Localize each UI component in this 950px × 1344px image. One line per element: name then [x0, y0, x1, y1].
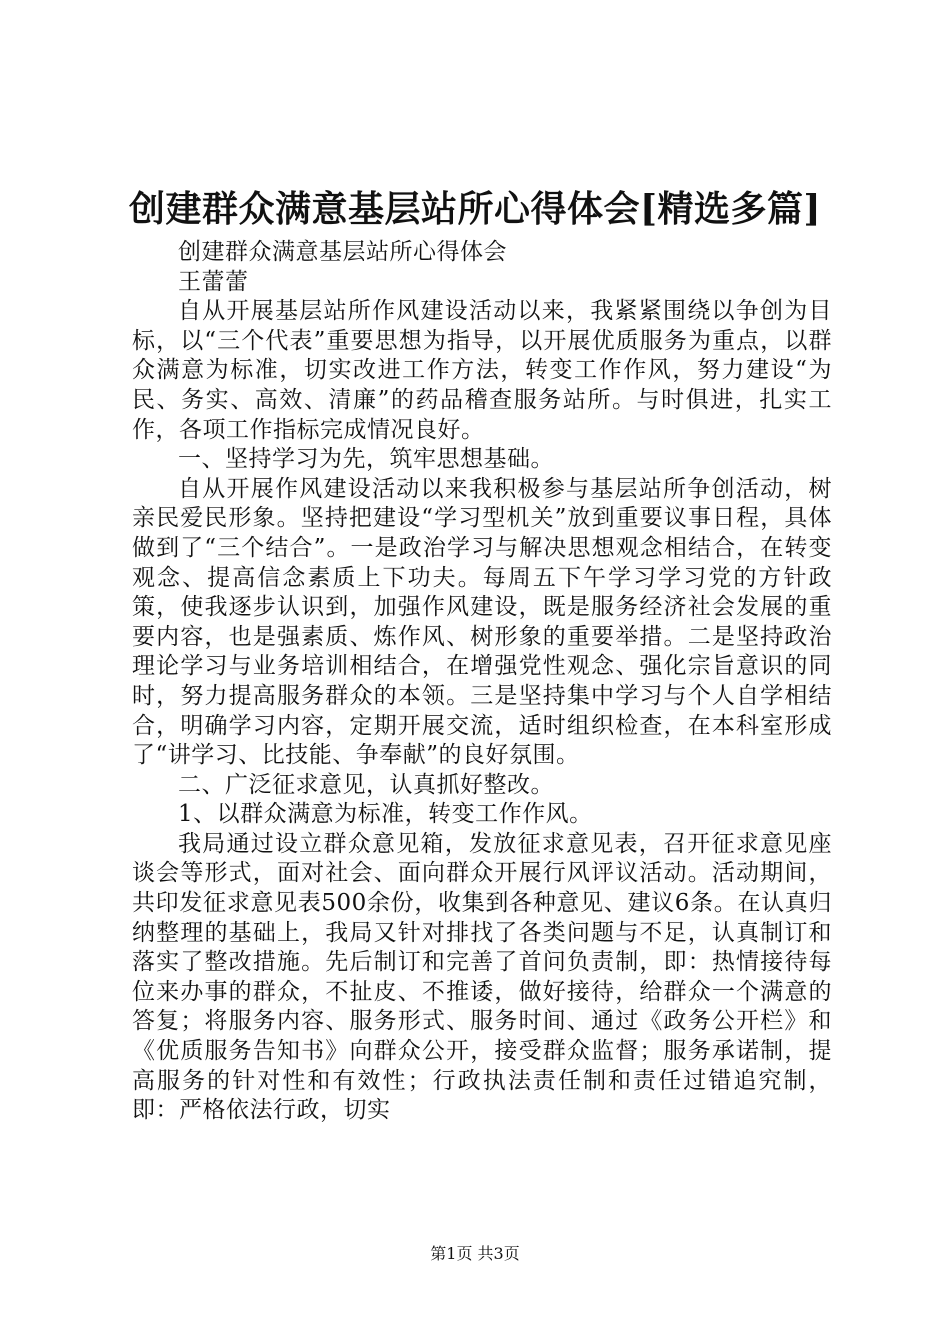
- section-heading: 二、广泛征求意见，认真抓好整改。: [178, 771, 554, 798]
- page-number-footer: 第1页 共3页: [430, 1244, 520, 1263]
- paragraph: 自从开展基层站所作风建设活动以来，我紧紧围绕以争创为目标，以“三个代表”重要思想为指导，以开展优质服务为重点，以群众满意为标准，切实改进工作方法，转变工作作风，努力建设“为民、务实、高效、清廉”的药品稽查服务站所。与时俱进，扎实工作，各项工作指标完成情况良好。: [132, 298, 832, 443]
- document-subtitle: 创建群众满意基层站所心得体会: [178, 239, 507, 265]
- document-body: [132, 238, 832, 1126]
- paragraph: 我局通过设立群众意见箱，发放征求意见表，召开征求意见座谈会等形式，面对社会、面向群众开展行风评议活动。活动期间，共印发征求意见表500余份，收集到各种意见、建议6条。在认真归纳整理的基础上，我局又针对排找了各类问题与不足，认真制订和落实了整改措施。先后制订和完善了首问负责制，即：热情接待每位来办事的群众，不扯皮、不推诿，做好接待，给群众一个满意的答复；将服务内容、服务形式、服务时间、通过《政务公开栏》和《优质服务告知书》向群众公开，接受群众监督；服务承诺制，提高服务的针对性和有效性；行政执法责任制和责任过错追究制，即：严格依法行政，切实: [132, 830, 832, 1124]
- paragraph: 自从开展作风建设活动以来我积极参与基层站所争创活动，树亲民爱民形象。坚持把建设“学习型机关”放到重要议事日程，具体做到了“三个结合”。一是政治学习与解决思想观念相结合，在转变观念、提高信念素质上下功夫。每周五下午学习学习党的方针政策，使我逐步认识到，加强作风建设，既是服务经济社会发展的重要内容，也是强素质、炼作风、树形象的重要举措。二是坚持政治理论学习与业务培训相结合，在增强党性观念、强化宗旨意识的同时，努力提高服务群众的本领。三是坚持集中学习与个人自学相结合，明确学习内容，定期开展交流，适时组织检查，在本科室形成了“讲学习、比技能、争奉献”的良好氛围。: [132, 475, 832, 769]
- document-title: 创建群众满意基层站所心得体会[精选多篇]: [128, 188, 822, 230]
- section-heading: 一、坚持学习为先，筑牢思想基础。: [178, 446, 554, 473]
- document-author: 王蕾蕾: [178, 268, 249, 295]
- subsection-heading: 1、以群众满意为标准，转变工作作风。: [178, 801, 593, 828]
